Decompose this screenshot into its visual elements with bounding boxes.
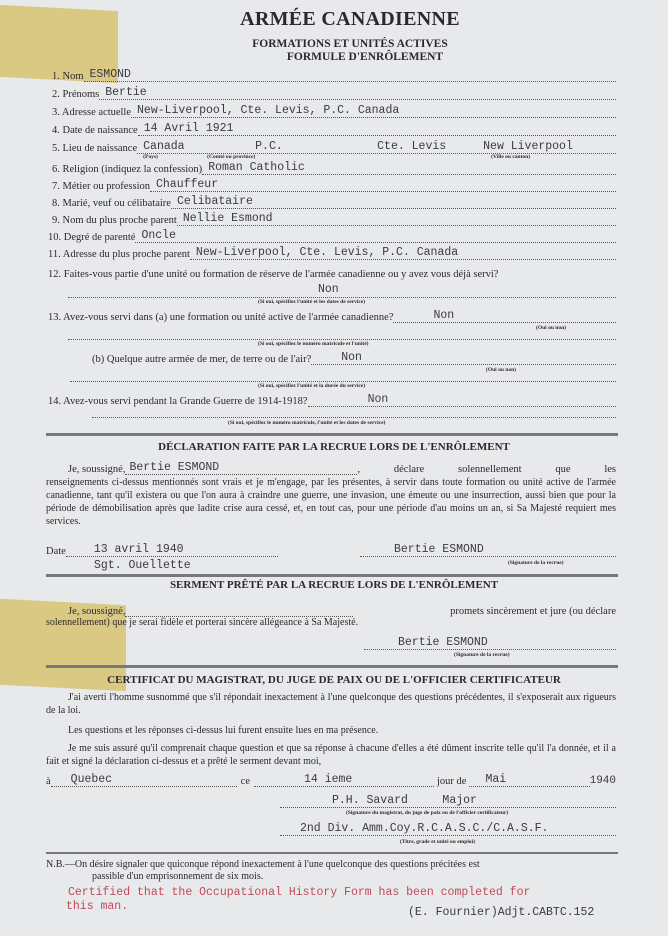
- field-label: 10. Degré de parenté: [48, 232, 136, 243]
- field-note: (Comté ou province): [207, 154, 256, 160]
- field-value: Celibataire: [176, 195, 253, 208]
- certificate-title: CERTIFICAT DU MAGISTRAT, DU JUGE DE PAIX OU DE L'OFFICIER CERTIFICATEUR: [107, 674, 561, 686]
- q14: 14. Avez-vous servi pendant la Grande Guerre de 1914-1918? Non: [48, 393, 616, 407]
- field-value: New Liverpool: [483, 140, 573, 153]
- q13-note: (Si oui, spécifiez le numéro matricule et l'unité): [258, 341, 369, 347]
- field-row: [52, 68, 616, 82]
- q12-label: 12. Faites-vous partie d'une unité ou formation de réserve de l'armée canadienne ou y avez vous déjà servi?: [48, 269, 499, 280]
- field-label: 6. Religion (indiquez la confession): [52, 164, 203, 175]
- field-label: 3. Adresse actuelle: [52, 107, 132, 118]
- oath-intro: Je, soussigné, promets sincèrement et jure (ou déclare: [68, 606, 616, 617]
- field-value: ESMOND: [89, 68, 131, 81]
- declaration-date: Date 13 avril 1940: [46, 543, 278, 557]
- field-value: 14 Avril 1921: [143, 122, 234, 135]
- certificate-place-date: à Quebec ce 14 ieme jour de Mai 1940: [46, 773, 616, 787]
- oath-signature-value: Bertie ESMOND: [398, 636, 488, 649]
- field-value: New-Liverpool, Cte. Levis, P.C. Canada: [195, 246, 459, 259]
- field-label: 5. Lieu de naissance: [52, 143, 138, 154]
- field-value: Canada: [143, 140, 185, 153]
- form-subtitle: FORMATIONS ET UNITÉS ACTIVES: [252, 38, 448, 50]
- date-value: 13 avril 1940: [93, 543, 184, 556]
- q13-answer: Non: [433, 309, 455, 322]
- divider: [46, 574, 618, 577]
- q13: 13. Avez-vous servi dans (a) une formation ou unité active de l'armée canadienne? Non: [48, 309, 616, 323]
- oath-signature-note: (Signature de la recrue): [454, 652, 510, 658]
- q13b: (b) Quelque autre armée de mer, de terre ou de l'air? Non: [92, 351, 616, 365]
- field-row: [48, 246, 616, 260]
- field-label: 1. Nom: [52, 71, 84, 82]
- field-value: P.C.: [255, 140, 283, 153]
- field-label: 8. Marié, veuf ou célibataire: [52, 198, 171, 209]
- field-value: Oncle: [141, 229, 176, 242]
- field-note: (Pays): [143, 154, 158, 160]
- field-row: [52, 178, 616, 192]
- q13-note-yn: (Oui ou non): [536, 325, 566, 331]
- field-note: (Ville ou canton): [491, 154, 531, 160]
- q13b-note-yn: (Oui ou non): [486, 367, 516, 373]
- q14-answer: Non: [367, 393, 389, 406]
- officer-note: (Signature du magistrat, du juge de paix ou de l'officier certificateur): [346, 810, 509, 816]
- stamp-signer: (E. Fournier)Adjt.CABTC.152: [408, 906, 595, 919]
- field-label: 11. Adresse du plus proche parent: [48, 249, 190, 260]
- field-row: [52, 86, 616, 100]
- form-subtitle-2: FORMULE D'ENRÔLEMENT: [286, 51, 444, 63]
- field-value: Nellie Esmond: [182, 212, 273, 225]
- officer-unit: [280, 822, 616, 836]
- divider: [46, 433, 618, 436]
- witness: Sgt. Ouellette: [94, 559, 191, 572]
- day: 14 ieme: [304, 773, 353, 786]
- declaration-signature: [360, 543, 616, 557]
- certificate-p3: Je me suis assuré qu'il comprenait chaque question et que sa réponse à chacune d'elles a été dûment inscrite telle qu'il l'a donnée, et il a fait et signé la déclaration ci-dessus et a prêté le serment devant moi,: [46, 743, 616, 767]
- officer-value: P.H. Savard Major: [332, 794, 477, 807]
- field-value: Chauffeur: [155, 178, 219, 191]
- field-row: [52, 161, 616, 175]
- q12-note: (Si oui, spécifiez l'unité et les dates de service): [258, 299, 366, 305]
- field-label: 4. Date de naissance: [52, 125, 138, 136]
- oath-signature: [364, 636, 616, 650]
- divider: [46, 852, 618, 854]
- declaration-intro: Je, soussigné, Bertie ESMOND , déclare solennellement que les: [68, 461, 616, 475]
- field-value: Roman Catholic: [208, 161, 305, 174]
- month: Mai: [485, 773, 507, 786]
- unit-value: 2nd Div. Amm.Coy.R.C.A.S.C./C.A.S.F.: [300, 822, 549, 835]
- nb-line1: N.B.—On désire signaler que quiconque répond inexactement à l'une quelconque des questions précitées est: [46, 859, 480, 870]
- field-row: [52, 104, 616, 118]
- nb-line2: passible d'un emprisonnement de six mois.: [92, 871, 264, 882]
- signature-note: (Signature de la recrue): [508, 560, 564, 566]
- q13b-note: (Si oui, spécifiez l'unité et la durée du service): [258, 383, 366, 389]
- stamp-line2: this man.: [66, 900, 129, 913]
- field-label: 2. Prénoms: [52, 89, 100, 100]
- declaration-text: renseignements ci-dessus mentionnés sont vrais et je m'engage, par les présentes, à servir dans toute formation ou unité active de l'armée canadienne, tant qu'il existera ou que l'on aura à craindre une guerre, une invasion, une émeute ou une insurrection, aussi bien que pour la période de démobilisation après que ladite crise aura cessé, et, en tout cas, pour une période d'au moins un an, si Sa Majesté requiert mes services.: [46, 477, 616, 527]
- field-value: New-Liverpool, Cte. Levis, P.C. Canada: [137, 104, 400, 117]
- q13b-answer: Non: [341, 351, 362, 364]
- certificate-p1: J'ai averti l'homme susnommé que s'il répondait inexactement à l'une quelconque des questions précédentes, il s'exposerait aux rigueurs de la loi.: [46, 692, 616, 716]
- signature-value: Bertie ESMOND: [394, 543, 484, 556]
- field-row: [52, 195, 616, 209]
- field-value: Cte. Levis: [377, 140, 447, 153]
- field-row: [52, 212, 616, 226]
- oath-text: solennellement) que je serai fidèle et porterai sincère allégeance à Sa Majesté.: [46, 617, 359, 628]
- divider: [46, 665, 618, 668]
- field-label: 9. Nom du plus proche parent: [52, 215, 177, 226]
- place: Quebec: [70, 773, 113, 786]
- form-title: ARMÉE CANADIENNE: [240, 8, 460, 30]
- stamp-line1: Certified that the Occupational History Form has been completed for: [68, 886, 531, 899]
- certificate-p2: Les questions et les réponses ci-dessus lui furent ensuite lues en ma présence.: [68, 725, 379, 736]
- q14-note: (Si oui, spécifiez le numéro matricule, l'unité et les dates de service): [228, 420, 386, 426]
- year: 1940: [589, 775, 616, 787]
- declaration-title: DÉCLARATION FAITE PAR LA RECRUE LORS DE L'ENRÔLEMENT: [158, 441, 510, 453]
- unit-note: (Titre, grade et unité ou emploi): [400, 839, 475, 845]
- field-row: [52, 140, 616, 160]
- field-row: [48, 229, 616, 243]
- declaration-name: Bertie ESMOND: [129, 461, 220, 474]
- oath-title: SERMENT PRÊTÉ PAR LA RECRUE LORS DE L'ENRÔLEMENT: [169, 579, 499, 591]
- field-value: Bertie: [105, 86, 147, 99]
- officer-signature: [280, 794, 616, 808]
- field-row: [52, 122, 616, 136]
- q12-answer: Non: [318, 283, 339, 296]
- field-label: 7. Métier ou profession: [52, 181, 150, 192]
